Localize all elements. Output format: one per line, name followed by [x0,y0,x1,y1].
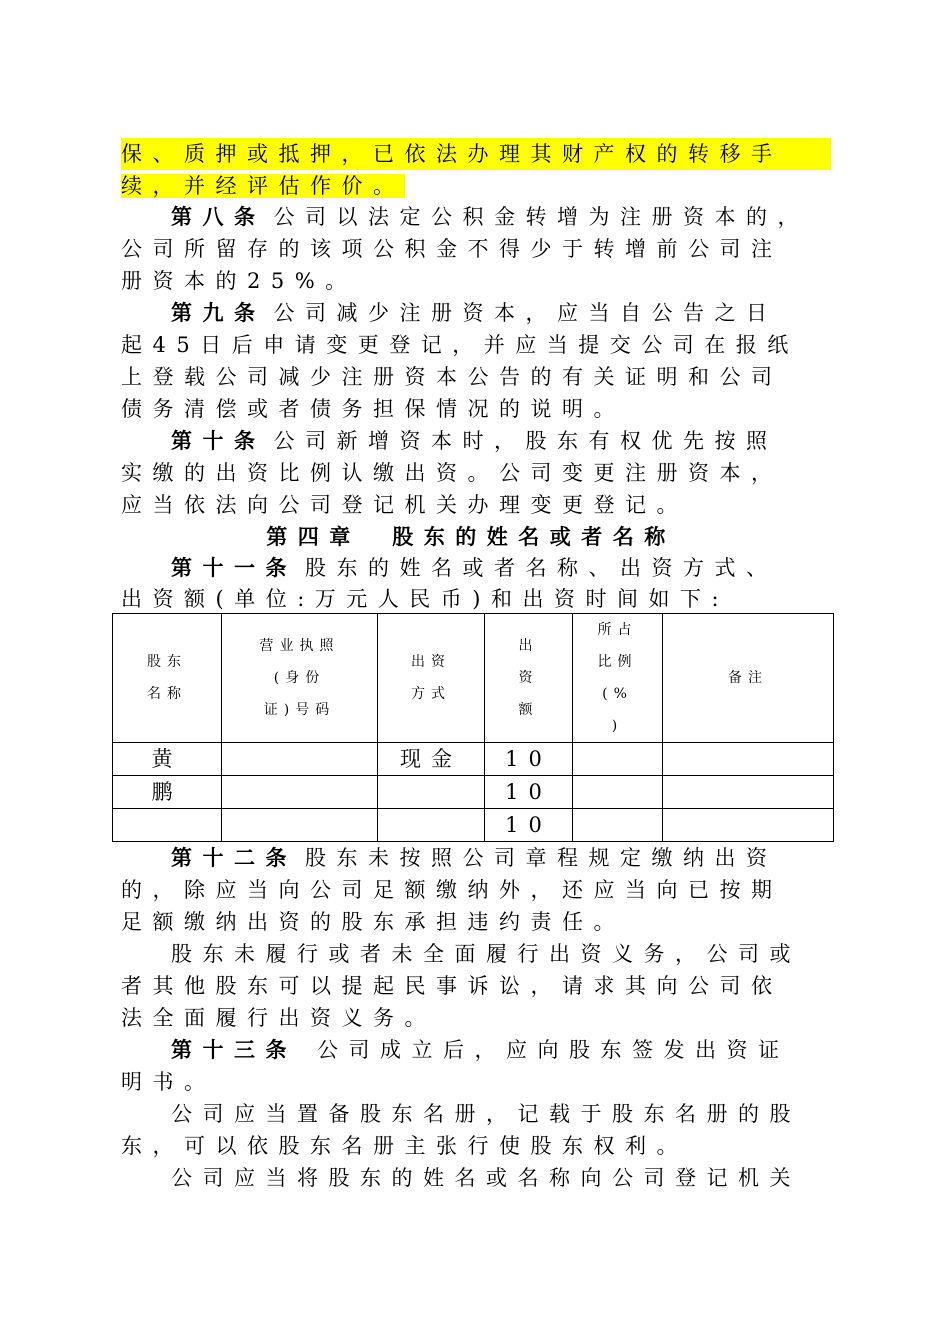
article-label: 第十条 [171,428,266,453]
paragraph-line: 保、质押或抵押，已依法办理其财产权的转移手 [121,138,831,170]
header-text: 出资 方式 [411,654,451,702]
paragraph-line: 公司应当将股东的姓名或名称向公司登记机关 [171,1166,801,1190]
paragraph-line: 公司所留存的该项公积金不得少于转增前公司注 [121,237,783,261]
header-contribution-amount [485,614,573,743]
article-11 [121,552,821,584]
table-cell [222,809,378,842]
paragraph-line: 册资本的25%。 [121,269,357,293]
table-cell: 现金 [378,743,485,776]
article-label: 第十二条 [171,845,297,870]
header-text: 营业执照 (身份 证)号码 [259,638,340,718]
table-cell [573,776,663,809]
article-label: 第八条 [171,204,266,229]
table-cell [573,743,663,776]
article-text: 公司新增资本时，股东有权优先按照 [273,429,778,453]
paragraph-line: 者其他股东可以提起民事诉讼，请求其向公司依 [121,974,783,998]
table-cell: 黄 [113,743,222,776]
article-9 [121,297,821,329]
paragraph-line: 明书。 [121,1070,216,1094]
shareholder-table [112,613,834,842]
article-label: 第十三条 [171,1037,297,1062]
paragraph-line: 实缴的出资比例认缴出资。公司变更注册资本， [121,461,783,485]
article-text: 公司成立后，应向股东签发出资证 [317,1038,790,1062]
table-cell [663,809,834,842]
article-label: 第十一条 [171,555,297,580]
paragraph-line: 上登载公司减少注册资本公告的有关证明和公司 [121,365,783,389]
header-remarks [663,614,834,743]
table-cell [573,809,663,842]
table-cell: 鹏 [113,776,222,809]
table-cell [663,743,834,776]
highlighted-text: 续，并经评估作价。 [121,174,405,198]
paragraph-line: 应当依法向公司登记机关办理变更登记。 [121,493,688,517]
paragraph-line: 法全面履行出资义务。 [121,1006,436,1030]
header-text: 股东 名称 [147,654,187,702]
paragraph-line: 东，可以依股东名册主张行使股东权利。 [121,1134,688,1158]
table-row [113,743,834,776]
table-cell: 10 [485,743,573,776]
article-text: 公司以法定公积金转增为注册资本的， [273,205,809,229]
paragraph-line: 足额缴纳出资的股东承担违约责任。 [121,910,625,934]
article-label: 第九条 [171,300,266,325]
header-text: 出 资 额 [518,638,539,718]
table-cell [222,776,378,809]
article-8 [121,201,821,233]
paragraph-line: 起45日后申请变更登记，并应当提交公司在报纸 [121,333,799,357]
article-text: 公司减少注册资本，应当自公告之日 [273,301,778,325]
table-cell [378,776,485,809]
paragraph-line [121,170,821,202]
article-12 [121,842,821,874]
article-text: 股东的姓名或者名称、出资方式、 [305,556,778,580]
table-cell [222,743,378,776]
table-cell [113,809,222,842]
article-10 [121,425,821,457]
table-row [113,776,834,809]
header-share-ratio [573,614,663,743]
paragraph-line: 债务清偿或者债务担保情况的说明。 [121,397,625,421]
table-cell: 10 [485,809,573,842]
header-license-id [222,614,378,743]
paragraph-line: 股东未履行或者未全面履行出资义务，公司或 [171,942,801,966]
table-cell [378,809,485,842]
table-cell [663,776,834,809]
table-cell: 10 [485,776,573,809]
header-shareholder-name [113,614,222,743]
paragraph-line: 出资额(单位:万元人民币)和出资时间如下: [121,587,730,611]
table-row [113,809,834,842]
paragraph-line: 公司应当置备股东名册，记载于股东名册的股 [171,1102,801,1126]
paragraph-line: 的，除应当向公司足额缴纳外，还应当向已按期 [121,878,783,902]
header-text: 备注 [728,670,768,686]
article-13 [121,1034,821,1066]
table-header-row [113,614,834,743]
chapter-heading: 第四章 股东的姓名或者名称 [266,524,676,549]
header-contribution-method [378,614,485,743]
article-text: 股东未按照公司章程规定缴纳出资 [305,846,778,870]
header-text: 所占 比例 (% ) [597,622,638,734]
